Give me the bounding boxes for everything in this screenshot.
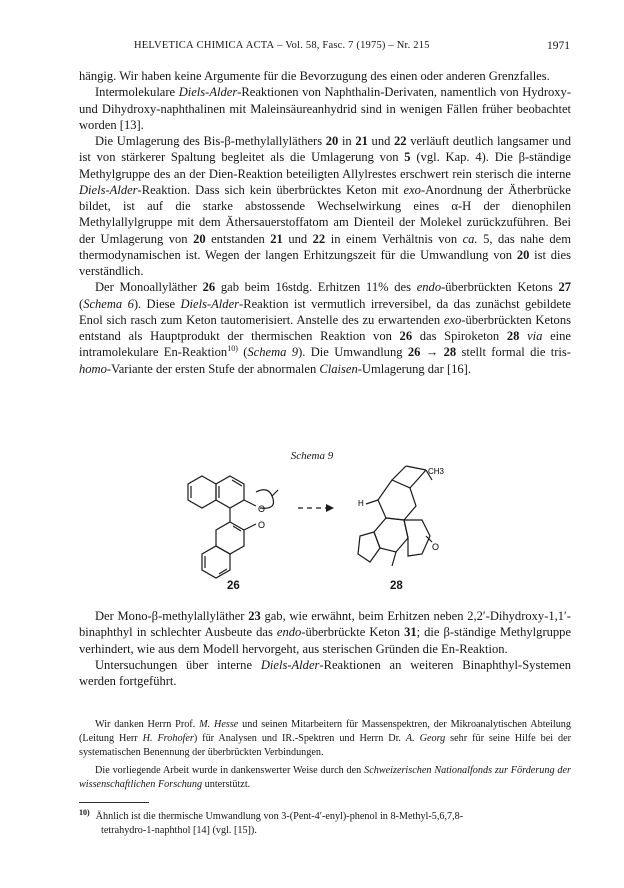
compound-label-26: 26 xyxy=(227,580,240,592)
atom-label: O xyxy=(432,542,440,552)
ring xyxy=(378,480,416,520)
paragraph: hängig. Wir haben keine Argumente für die Bevorzugung des einen oder anderen Grenzfalles. xyxy=(79,69,550,83)
paragraph: Wir danken Herrn Prof. M. Hesse und seinen Mitarbeitern für Massenspektren, der Mikroanalytischen Abteilung (Leitung Herr H. Frohofer) für Analysen und IR.-Spektren und Herrn Dr. A. Georg sehr für seine Hilfe bei der systematischen Benennung der überbrückten Verbindungen. xyxy=(79,719,571,758)
paragraph: Der Mono-β-methylallyläther 23 gab, wie erwähnt, beim Erhitzen neben 2,2′-Dihydroxy-1,1′-binaphthyl in schlechter Ausbeute das endo-überbrückte Keton 31; die β-ständige Methylgruppe verhindert, wie aus dem Modell hervorgeht, aus sterischen Gründen die En-Reaktion. xyxy=(79,609,572,656)
main-text-continued xyxy=(79,608,571,689)
ring xyxy=(216,522,244,554)
paragraph: Die vorliegende Arbeit wurde in dankenswerter Weise durch den Schweizerischen Nationalfonds zur Förderung der wissenschaftlichen Forschung unterstützt. xyxy=(79,765,571,790)
paragraph: Der Monoallyläther 26 gab beim 16stdg. Erhitzen 11% des endo-überbrückten Ketons 27 (Schema 6). Diese Diels-Alder-Reaktion ist vermutlich irreversibel, da das zunächst gebildete Enol sich rasch zum Keton tautomerisiert. Anstelle des zu erwartenden exo-überbrückten Ketons entstand als Hauptprodukt der thermischen Reaktion von 26 das Spiroketon 28 via eine intramolekulare En-Reaktion$^{10)}$ (Schema 9). Die Umwandlung 26 → 28 stellt formal die tris-homo-Variante der ersten Stufe der abnormalen Claisen-Umlagerung dar [16]. xyxy=(79,280,572,376)
ring xyxy=(188,476,216,508)
ring xyxy=(358,532,380,562)
atom-label: H xyxy=(358,499,364,508)
acknowledgements xyxy=(79,718,571,796)
ring xyxy=(216,476,244,508)
footnote: $^{10)}$ Ähnlich ist die thermische Umwandlung von 3-(Pent-4′-enyl)-phenol in 8-Methyl-5,6,7,8- tetrahydro-1-naphthol [14] (vgl. [15]). xyxy=(79,808,464,836)
footnote-mark: 10) xyxy=(79,808,90,817)
running-header xyxy=(134,40,570,56)
journal-citation: HELVETICA CHIMICA ACTA – Vol. 58, Fasc. 7 (1975) – Nr. 215 xyxy=(134,40,430,51)
ring xyxy=(202,546,230,578)
scheme-caption: Schema 9 xyxy=(290,450,334,462)
paragraph: Die Umlagerung des Bis-β-methylallyläthers 20 in 21 und 22 verläuft deutlich langsamer und ist von stärkerer Spaltung begleitet als die Umlagerung von 5 (vgl. Kap. 4). Die β-ständige Methylgruppe des an der Dien-Reaktion beteiligten Allylrestes erschwert rein sterisch die interne Diels-Alder-Reaktion. Dass sich kein überbrücktes Keton mit exo-Anordnung der Ätherbrücke bildet, ist auf die starke abstossende Wechselwirkung eines α-H der dienophilen Methylallylgruppe mit dem Äthersauerstoffatom am Dienteil der Molekel zurückzuführen. Bei der Umlagerung von 20 entstanden 21 und 22 in einem Verhältnis von ca. 5, das nahe dem thermodynamischen ist. Wegen der langen Erhitzungszeit für die Umwandlung von 20 ist dies verständlich. xyxy=(79,134,572,278)
paragraph: Intermolekulare Diels-Alder-Reaktionen von Naphthalin-Derivaten, namentlich von Hydroxy- und Dihydroxy-naphthalinen mit Maleinsäureanhydrid sind in wenigen Fällen früher beobachtet worden [13]. xyxy=(79,85,572,132)
compound-label-28: 28 xyxy=(390,580,403,592)
atom-label: O xyxy=(258,520,266,530)
atom-label: O xyxy=(258,504,266,514)
page-number: 1971 xyxy=(547,40,570,52)
ring xyxy=(404,520,430,556)
paragraph: Untersuchungen über interne Diels-Alder-Reaktionen an weiteren Binaphthyl-Systemen werden fortgeführt. xyxy=(79,657,571,688)
main-text xyxy=(79,68,571,377)
footnote-divider xyxy=(79,802,149,803)
footnote-ref: 10) xyxy=(227,344,238,354)
reaction-scheme xyxy=(160,462,480,592)
atom-label: CH3 xyxy=(428,467,445,476)
